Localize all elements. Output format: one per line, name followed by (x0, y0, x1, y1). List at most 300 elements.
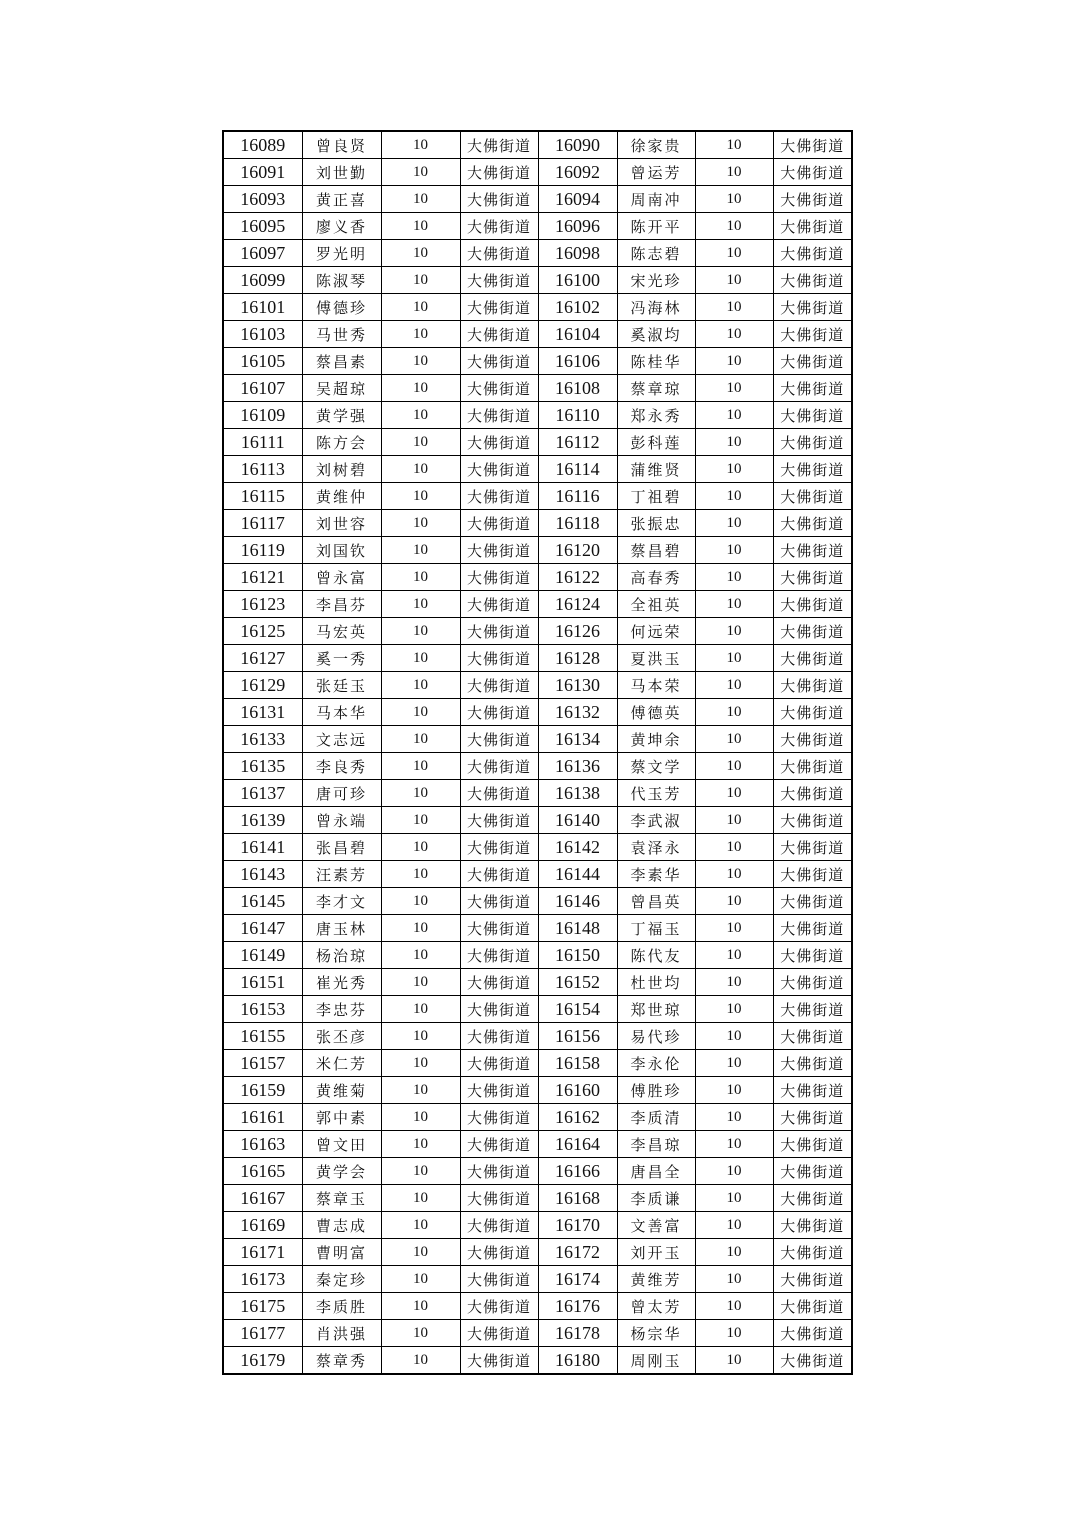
right-id-cell: 16168 (538, 1185, 617, 1212)
right-name-cell: 李武淑 (617, 807, 695, 834)
right-id-cell: 16142 (538, 834, 617, 861)
right-name-cell: 曾昌英 (617, 888, 695, 915)
right-street-cell: 大佛街道 (773, 1077, 852, 1104)
table-row (223, 726, 852, 753)
right-score-cell: 10 (695, 861, 773, 888)
left-name-cell: 文志远 (302, 726, 381, 753)
left-name-cell: 蔡章秀 (302, 1347, 381, 1375)
right-score-cell: 10 (695, 429, 773, 456)
left-id-cell: 16097 (223, 240, 302, 267)
left-score-cell: 10 (381, 456, 460, 483)
left-id-cell: 16107 (223, 375, 302, 402)
left-name-cell: 李昌芬 (302, 591, 381, 618)
left-name-cell: 李才文 (302, 888, 381, 915)
right-street-cell: 大佛街道 (773, 969, 852, 996)
right-street-cell: 大佛街道 (773, 267, 852, 294)
left-score-cell: 10 (381, 1050, 460, 1077)
right-street-cell: 大佛街道 (773, 618, 852, 645)
left-street-cell: 大佛街道 (460, 1158, 538, 1185)
right-street-cell: 大佛街道 (773, 1158, 852, 1185)
right-street-cell: 大佛街道 (773, 240, 852, 267)
left-id-cell: 16125 (223, 618, 302, 645)
right-name-cell: 傅胜珍 (617, 1077, 695, 1104)
left-street-cell: 大佛街道 (460, 834, 538, 861)
left-score-cell: 10 (381, 672, 460, 699)
left-name-cell: 刘树碧 (302, 456, 381, 483)
right-street-cell: 大佛街道 (773, 1185, 852, 1212)
left-score-cell: 10 (381, 159, 460, 186)
left-street-cell: 大佛街道 (460, 294, 538, 321)
right-name-cell: 高春秀 (617, 564, 695, 591)
right-street-cell: 大佛街道 (773, 483, 852, 510)
right-id-cell: 16110 (538, 402, 617, 429)
right-street-cell: 大佛街道 (773, 726, 852, 753)
right-id-cell: 16102 (538, 294, 617, 321)
left-street-cell: 大佛街道 (460, 375, 538, 402)
right-street-cell: 大佛街道 (773, 131, 852, 159)
table-row (223, 1212, 852, 1239)
right-street-cell: 大佛街道 (773, 915, 852, 942)
left-street-cell: 大佛街道 (460, 645, 538, 672)
left-street-cell: 大佛街道 (460, 942, 538, 969)
table-row (223, 672, 852, 699)
right-score-cell: 10 (695, 996, 773, 1023)
left-id-cell: 16109 (223, 402, 302, 429)
table-row (223, 1023, 852, 1050)
right-id-cell: 16156 (538, 1023, 617, 1050)
left-name-cell: 刘世勤 (302, 159, 381, 186)
right-id-cell: 16124 (538, 591, 617, 618)
right-name-cell: 蒲维贤 (617, 456, 695, 483)
left-id-cell: 16111 (223, 429, 302, 456)
left-name-cell: 汪素芳 (302, 861, 381, 888)
right-street-cell: 大佛街道 (773, 780, 852, 807)
left-score-cell: 10 (381, 942, 460, 969)
right-name-cell: 陈开平 (617, 213, 695, 240)
right-id-cell: 16176 (538, 1293, 617, 1320)
left-street-cell: 大佛街道 (460, 861, 538, 888)
left-score-cell: 10 (381, 1131, 460, 1158)
left-id-cell: 16165 (223, 1158, 302, 1185)
left-score-cell: 10 (381, 510, 460, 537)
right-score-cell: 10 (695, 1239, 773, 1266)
left-score-cell: 10 (381, 1320, 460, 1347)
right-id-cell: 16130 (538, 672, 617, 699)
right-name-cell: 蔡昌碧 (617, 537, 695, 564)
left-name-cell: 吴超琼 (302, 375, 381, 402)
right-id-cell: 16148 (538, 915, 617, 942)
right-name-cell: 李质谦 (617, 1185, 695, 1212)
right-street-cell: 大佛街道 (773, 321, 852, 348)
left-name-cell: 黄学会 (302, 1158, 381, 1185)
right-score-cell: 10 (695, 483, 773, 510)
right-name-cell: 何远荣 (617, 618, 695, 645)
left-score-cell: 10 (381, 429, 460, 456)
right-street-cell: 大佛街道 (773, 753, 852, 780)
left-score-cell: 10 (381, 645, 460, 672)
right-score-cell: 10 (695, 510, 773, 537)
right-street-cell: 大佛街道 (773, 186, 852, 213)
right-street-cell: 大佛街道 (773, 591, 852, 618)
table-row (223, 456, 852, 483)
right-name-cell: 曾太芳 (617, 1293, 695, 1320)
right-score-cell: 10 (695, 564, 773, 591)
table-row (223, 1050, 852, 1077)
right-name-cell: 周南冲 (617, 186, 695, 213)
left-id-cell: 16127 (223, 645, 302, 672)
left-score-cell: 10 (381, 861, 460, 888)
left-id-cell: 16177 (223, 1320, 302, 1347)
left-score-cell: 10 (381, 1077, 460, 1104)
right-score-cell: 10 (695, 1266, 773, 1293)
right-name-cell: 李永伦 (617, 1050, 695, 1077)
right-score-cell: 10 (695, 321, 773, 348)
left-score-cell: 10 (381, 996, 460, 1023)
right-name-cell: 冯海林 (617, 294, 695, 321)
right-id-cell: 16128 (538, 645, 617, 672)
table-row (223, 807, 852, 834)
right-score-cell: 10 (695, 1293, 773, 1320)
right-score-cell: 10 (695, 807, 773, 834)
right-name-cell: 全祖英 (617, 591, 695, 618)
table-row (223, 915, 852, 942)
right-score-cell: 10 (695, 213, 773, 240)
left-street-cell: 大佛街道 (460, 240, 538, 267)
right-score-cell: 10 (695, 1212, 773, 1239)
left-id-cell: 16163 (223, 1131, 302, 1158)
left-id-cell: 16147 (223, 915, 302, 942)
left-name-cell: 李忠芬 (302, 996, 381, 1023)
right-name-cell: 文善富 (617, 1212, 695, 1239)
table-row (223, 483, 852, 510)
left-street-cell: 大佛街道 (460, 1347, 538, 1375)
left-name-cell: 马宏英 (302, 618, 381, 645)
left-id-cell: 16115 (223, 483, 302, 510)
left-score-cell: 10 (381, 726, 460, 753)
right-id-cell: 16146 (538, 888, 617, 915)
table-row (223, 888, 852, 915)
right-street-cell: 大佛街道 (773, 375, 852, 402)
table-row (223, 564, 852, 591)
left-street-cell: 大佛街道 (460, 564, 538, 591)
right-id-cell: 16174 (538, 1266, 617, 1293)
table-row (223, 969, 852, 996)
left-name-cell: 曾永端 (302, 807, 381, 834)
left-id-cell: 16175 (223, 1293, 302, 1320)
left-name-cell: 秦定珍 (302, 1266, 381, 1293)
left-score-cell: 10 (381, 131, 460, 159)
left-name-cell: 廖义香 (302, 213, 381, 240)
left-street-cell: 大佛街道 (460, 537, 538, 564)
left-name-cell: 陈淑琴 (302, 267, 381, 294)
left-name-cell: 曾永富 (302, 564, 381, 591)
left-id-cell: 16169 (223, 1212, 302, 1239)
right-street-cell: 大佛街道 (773, 699, 852, 726)
right-id-cell: 16138 (538, 780, 617, 807)
right-name-cell: 刘开玉 (617, 1239, 695, 1266)
right-score-cell: 10 (695, 1320, 773, 1347)
left-id-cell: 16131 (223, 699, 302, 726)
left-street-cell: 大佛街道 (460, 672, 538, 699)
right-id-cell: 16180 (538, 1347, 617, 1375)
right-id-cell: 16144 (538, 861, 617, 888)
right-id-cell: 16152 (538, 969, 617, 996)
left-name-cell: 唐可珍 (302, 780, 381, 807)
left-street-cell: 大佛街道 (460, 1185, 538, 1212)
right-name-cell: 周刚玉 (617, 1347, 695, 1375)
left-street-cell: 大佛街道 (460, 888, 538, 915)
right-score-cell: 10 (695, 726, 773, 753)
left-score-cell: 10 (381, 294, 460, 321)
left-street-cell: 大佛街道 (460, 159, 538, 186)
right-id-cell: 16106 (538, 348, 617, 375)
right-name-cell: 易代珍 (617, 1023, 695, 1050)
left-street-cell: 大佛街道 (460, 996, 538, 1023)
right-score-cell: 10 (695, 591, 773, 618)
left-street-cell: 大佛街道 (460, 726, 538, 753)
left-score-cell: 10 (381, 969, 460, 996)
left-id-cell: 16129 (223, 672, 302, 699)
right-score-cell: 10 (695, 618, 773, 645)
right-score-cell: 10 (695, 1185, 773, 1212)
left-street-cell: 大佛街道 (460, 321, 538, 348)
left-name-cell: 傅德珍 (302, 294, 381, 321)
right-score-cell: 10 (695, 240, 773, 267)
left-street-cell: 大佛街道 (460, 402, 538, 429)
right-street-cell: 大佛街道 (773, 456, 852, 483)
table-row (223, 699, 852, 726)
right-score-cell: 10 (695, 1131, 773, 1158)
table-row (223, 186, 852, 213)
right-name-cell: 夏洪玉 (617, 645, 695, 672)
right-name-cell: 陈志碧 (617, 240, 695, 267)
left-street-cell: 大佛街道 (460, 1266, 538, 1293)
left-street-cell: 大佛街道 (460, 618, 538, 645)
left-street-cell: 大佛街道 (460, 1077, 538, 1104)
left-street-cell: 大佛街道 (460, 429, 538, 456)
table-row (223, 645, 852, 672)
right-id-cell: 16166 (538, 1158, 617, 1185)
left-name-cell: 黄学强 (302, 402, 381, 429)
left-score-cell: 10 (381, 915, 460, 942)
right-score-cell: 10 (695, 159, 773, 186)
left-id-cell: 16157 (223, 1050, 302, 1077)
left-name-cell: 蔡昌素 (302, 348, 381, 375)
right-score-cell: 10 (695, 537, 773, 564)
right-name-cell: 黄维芳 (617, 1266, 695, 1293)
left-score-cell: 10 (381, 888, 460, 915)
right-id-cell: 16178 (538, 1320, 617, 1347)
right-id-cell: 16100 (538, 267, 617, 294)
left-street-cell: 大佛街道 (460, 591, 538, 618)
right-street-cell: 大佛街道 (773, 1212, 852, 1239)
table-row (223, 1077, 852, 1104)
left-name-cell: 刘世容 (302, 510, 381, 537)
right-id-cell: 16154 (538, 996, 617, 1023)
right-score-cell: 10 (695, 672, 773, 699)
right-id-cell: 16090 (538, 131, 617, 159)
left-score-cell: 10 (381, 1158, 460, 1185)
left-id-cell: 16133 (223, 726, 302, 753)
left-score-cell: 10 (381, 240, 460, 267)
right-score-cell: 10 (695, 780, 773, 807)
left-score-cell: 10 (381, 1347, 460, 1375)
right-street-cell: 大佛街道 (773, 1266, 852, 1293)
right-score-cell: 10 (695, 131, 773, 159)
right-street-cell: 大佛街道 (773, 1131, 852, 1158)
right-score-cell: 10 (695, 375, 773, 402)
left-score-cell: 10 (381, 402, 460, 429)
right-score-cell: 10 (695, 1050, 773, 1077)
left-name-cell: 黄维仲 (302, 483, 381, 510)
left-score-cell: 10 (381, 186, 460, 213)
left-score-cell: 10 (381, 537, 460, 564)
left-street-cell: 大佛街道 (460, 131, 538, 159)
roster-table (222, 130, 853, 1375)
right-name-cell: 曾运芳 (617, 159, 695, 186)
right-id-cell: 16116 (538, 483, 617, 510)
left-name-cell: 张丕彦 (302, 1023, 381, 1050)
left-name-cell: 曾良贤 (302, 131, 381, 159)
right-street-cell: 大佛街道 (773, 672, 852, 699)
left-street-cell: 大佛街道 (460, 1104, 538, 1131)
left-name-cell: 马世秀 (302, 321, 381, 348)
left-id-cell: 16101 (223, 294, 302, 321)
left-score-cell: 10 (381, 1266, 460, 1293)
left-id-cell: 16141 (223, 834, 302, 861)
left-name-cell: 黄维菊 (302, 1077, 381, 1104)
right-street-cell: 大佛街道 (773, 942, 852, 969)
left-id-cell: 16091 (223, 159, 302, 186)
left-street-cell: 大佛街道 (460, 699, 538, 726)
left-street-cell: 大佛街道 (460, 915, 538, 942)
left-id-cell: 16161 (223, 1104, 302, 1131)
left-score-cell: 10 (381, 321, 460, 348)
table-row (223, 1239, 852, 1266)
right-name-cell: 袁泽永 (617, 834, 695, 861)
left-score-cell: 10 (381, 1185, 460, 1212)
left-name-cell: 米仁芳 (302, 1050, 381, 1077)
left-name-cell: 黄正喜 (302, 186, 381, 213)
left-id-cell: 16113 (223, 456, 302, 483)
roster-body (223, 131, 852, 1374)
left-street-cell: 大佛街道 (460, 483, 538, 510)
left-street-cell: 大佛街道 (460, 807, 538, 834)
right-street-cell: 大佛街道 (773, 888, 852, 915)
left-name-cell: 罗光明 (302, 240, 381, 267)
right-id-cell: 16126 (538, 618, 617, 645)
right-id-cell: 16104 (538, 321, 617, 348)
left-id-cell: 16089 (223, 131, 302, 159)
table-row (223, 348, 852, 375)
left-id-cell: 16159 (223, 1077, 302, 1104)
right-score-cell: 10 (695, 402, 773, 429)
right-street-cell: 大佛街道 (773, 645, 852, 672)
left-name-cell: 蔡章玉 (302, 1185, 381, 1212)
right-street-cell: 大佛街道 (773, 1293, 852, 1320)
left-id-cell: 16117 (223, 510, 302, 537)
right-score-cell: 10 (695, 1077, 773, 1104)
table-row (223, 159, 852, 186)
right-id-cell: 16136 (538, 753, 617, 780)
right-score-cell: 10 (695, 915, 773, 942)
table-row (223, 942, 852, 969)
left-id-cell: 16137 (223, 780, 302, 807)
left-name-cell: 马本华 (302, 699, 381, 726)
right-score-cell: 10 (695, 1347, 773, 1375)
right-id-cell: 16096 (538, 213, 617, 240)
left-score-cell: 10 (381, 834, 460, 861)
right-street-cell: 大佛街道 (773, 537, 852, 564)
right-street-cell: 大佛街道 (773, 510, 852, 537)
right-id-cell: 16122 (538, 564, 617, 591)
left-score-cell: 10 (381, 591, 460, 618)
left-id-cell: 16167 (223, 1185, 302, 1212)
left-name-cell: 崔光秀 (302, 969, 381, 996)
right-name-cell: 李昌琼 (617, 1131, 695, 1158)
right-id-cell: 16162 (538, 1104, 617, 1131)
right-score-cell: 10 (695, 456, 773, 483)
table-row (223, 294, 852, 321)
right-name-cell: 唐昌全 (617, 1158, 695, 1185)
table-row (223, 402, 852, 429)
right-score-cell: 10 (695, 186, 773, 213)
left-name-cell: 张廷玉 (302, 672, 381, 699)
left-street-cell: 大佛街道 (460, 348, 538, 375)
right-street-cell: 大佛街道 (773, 1347, 852, 1375)
left-id-cell: 16095 (223, 213, 302, 240)
table-row (223, 1185, 852, 1212)
left-street-cell: 大佛街道 (460, 1050, 538, 1077)
right-id-cell: 16092 (538, 159, 617, 186)
left-name-cell: 唐玉林 (302, 915, 381, 942)
left-id-cell: 16151 (223, 969, 302, 996)
left-name-cell: 李良秀 (302, 753, 381, 780)
left-score-cell: 10 (381, 1104, 460, 1131)
table-row (223, 240, 852, 267)
left-score-cell: 10 (381, 1023, 460, 1050)
right-street-cell: 大佛街道 (773, 564, 852, 591)
left-id-cell: 16145 (223, 888, 302, 915)
right-id-cell: 16108 (538, 375, 617, 402)
left-score-cell: 10 (381, 753, 460, 780)
left-street-cell: 大佛街道 (460, 456, 538, 483)
right-name-cell: 代玉芳 (617, 780, 695, 807)
table-row (223, 1320, 852, 1347)
left-score-cell: 10 (381, 1212, 460, 1239)
table-row (223, 618, 852, 645)
left-score-cell: 10 (381, 375, 460, 402)
left-id-cell: 16093 (223, 186, 302, 213)
table-row (223, 1293, 852, 1320)
right-id-cell: 16094 (538, 186, 617, 213)
left-id-cell: 16149 (223, 942, 302, 969)
right-street-cell: 大佛街道 (773, 348, 852, 375)
right-street-cell: 大佛街道 (773, 1320, 852, 1347)
table-row (223, 996, 852, 1023)
left-street-cell: 大佛街道 (460, 1131, 538, 1158)
right-score-cell: 10 (695, 969, 773, 996)
left-id-cell: 16171 (223, 1239, 302, 1266)
left-street-cell: 大佛街道 (460, 1239, 538, 1266)
left-street-cell: 大佛街道 (460, 1320, 538, 1347)
right-street-cell: 大佛街道 (773, 294, 852, 321)
table-row (223, 1158, 852, 1185)
right-id-cell: 16164 (538, 1131, 617, 1158)
left-name-cell: 李质胜 (302, 1293, 381, 1320)
right-name-cell: 丁福玉 (617, 915, 695, 942)
right-score-cell: 10 (695, 294, 773, 321)
